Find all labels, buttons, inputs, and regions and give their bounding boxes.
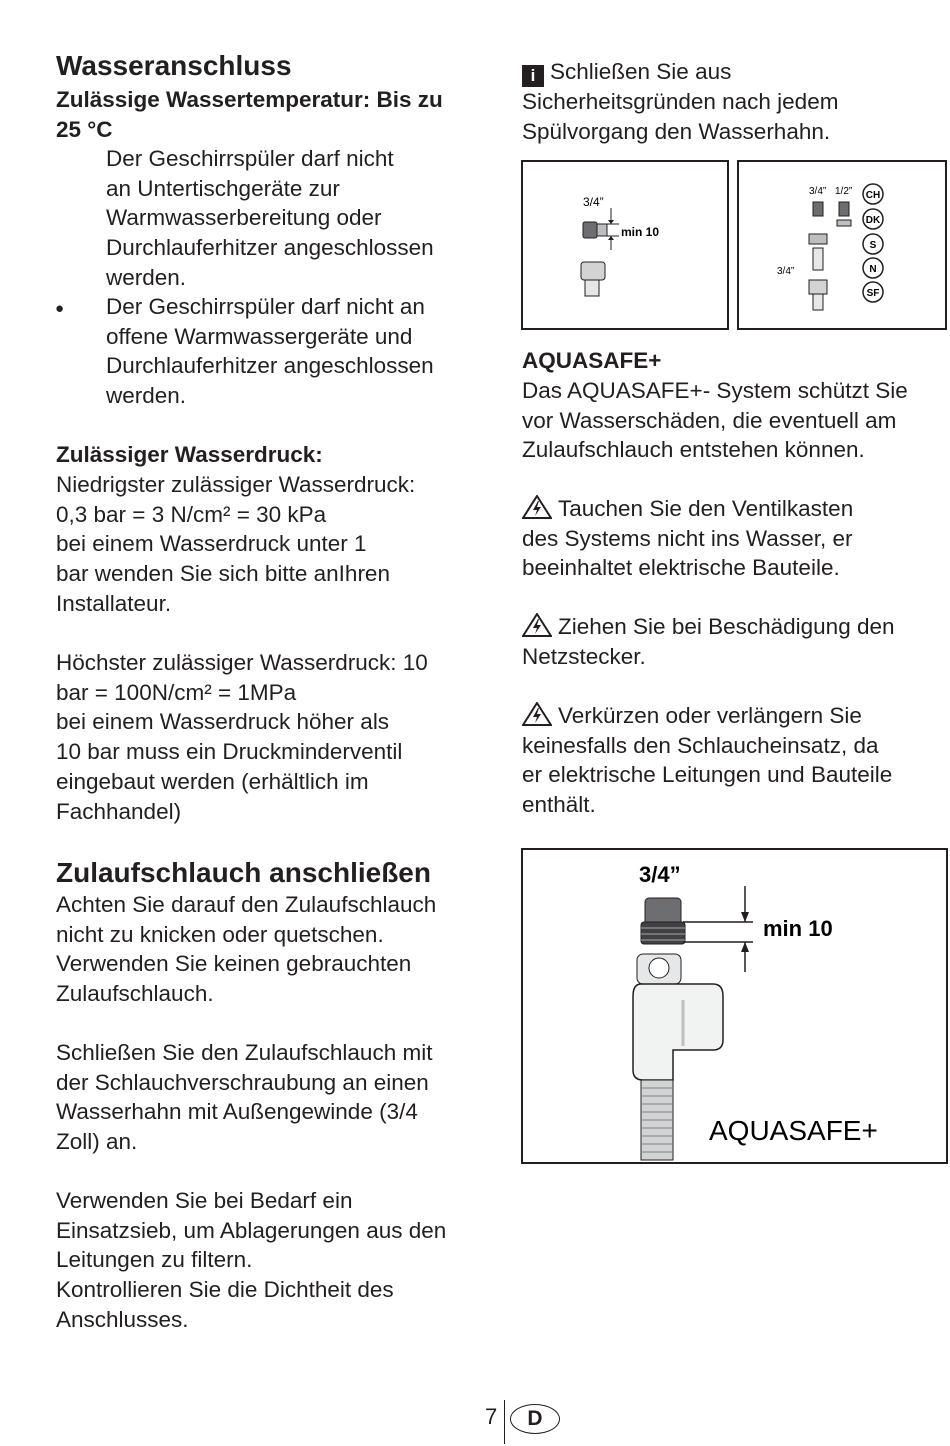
aquasafe-heading: AQUASAFE+ (522, 348, 662, 373)
hose-paragraph-2: Schließen Sie den Zulaufschlauch mit der Schlauchverschraubung an einen Wasserhahn mit Außengewinde (3/4 Zoll) an. (56, 1040, 433, 1155)
page-number: 7 (485, 1404, 498, 1429)
fig1-min-label: min 10 (621, 225, 660, 239)
warning-paragraph-3: Verkürzen oder verlängern Sie keinesfalls den Schlaucheinsatz, da er elektrische Leitungen und Bauteile enthält. (522, 703, 893, 818)
temp-paragraph-2: ● Der Geschirrspüler darf nicht an offene Warmwassergeräte und Durchlauferhitzer angeschlossen werden. (55, 294, 434, 409)
electric-warning-icon (522, 702, 552, 726)
warning-paragraph-1: Tauchen Sie den Ventilkasten des Systems nicht ins Wasser, er beeinhaltet elektrische Bauteile. (522, 496, 854, 581)
section-title-zulaufschlauch: Zulaufschlauch anschließen (56, 857, 431, 888)
warning-paragraph-2: Ziehen Sie bei Beschädigung den Netzstecker. (522, 614, 895, 669)
figure-tap-connector (521, 160, 729, 330)
fig1-thread-label: 3/4” (583, 195, 604, 209)
fig3-thread-label: 3/4” (639, 862, 681, 887)
aquasafe-paragraph: Das AQUASAFE+- System schützt Sie vor Wasserschäden, die eventuell am Zulaufschlauch entstehen können. (522, 378, 908, 463)
country-sf: SF (866, 288, 880, 299)
temp-paragraph-1: Der Geschirrspüler darf nicht an Untertischgeräte zur Warmwasserbereitung oder Durchlauferhitzer angeschlossen werden. (106, 146, 434, 290)
electric-warning-icon (522, 495, 552, 519)
country-connectors-drawing (739, 162, 945, 328)
pressure-paragraph-2: Höchster zulässiger Wasserdruck: 10 bar = 100N/cm² = 1MPa bei einem Wasserdruck höher als 10 bar muss ein Druckminderventil eingebaut werden (erhältlich im Fachhandel) (56, 650, 428, 824)
fig3-min-label: min 10 (763, 916, 833, 941)
hose-paragraph-1: Achten Sie darauf den Zulaufschlauch nicht zu knicken oder quetschen. Verwenden Sie keinen gebrauchten Zulaufschlauch. (56, 892, 437, 1007)
figure-aquasafe (521, 848, 948, 1164)
fig2-thread-c: 3/4” (777, 266, 795, 277)
country-n: N (869, 264, 877, 275)
country-s: S (869, 240, 877, 251)
aquasafe-drawing (523, 850, 946, 1162)
bullet-icon: ● (55, 300, 65, 317)
hose-paragraph-3: Verwenden Sie bei Bedarf ein Einsatzsieb, um Ablagerungen aus den Leitungen zu filtern. Kontrollieren Sie die Dichtheit des Anschlusses. (56, 1188, 447, 1332)
pressure-paragraph-1: Niedrigster zulässiger Wasserdruck: 0,3 bar = 3 N/cm² = 30 kPa bei einem Wasserdruck unter 1 bar wenden Sie sich bitte anIhren Installateur. (56, 472, 416, 616)
figure-country-connectors (737, 160, 947, 330)
fig2-thread-b: 1/2” (835, 186, 853, 197)
footer-divider (504, 1400, 505, 1444)
fig2-thread-a: 3/4” (809, 186, 827, 197)
info-icon: i (522, 65, 544, 87)
country-dk: DK (865, 215, 881, 226)
electric-warning-icon (522, 613, 552, 637)
section-title-wasseranschluss: Wasseranschluss (56, 50, 292, 81)
info-paragraph: i Schließen Sie aus Sicherheitsgründen nach jedem Spülvorgang den Wasserhahn. (522, 59, 839, 144)
pressure-heading: Zulässiger Wasserdruck: (56, 442, 323, 467)
temp-heading: Zulässige Wassertemperatur: Bis zu 25 °C (56, 87, 443, 142)
language-badge: D (510, 1404, 560, 1434)
fig3-aquasafe-label: AQUASAFE+ (709, 1115, 878, 1146)
tap-connector-drawing (523, 162, 727, 328)
country-badges (863, 184, 883, 302)
country-ch: CH (865, 190, 881, 201)
